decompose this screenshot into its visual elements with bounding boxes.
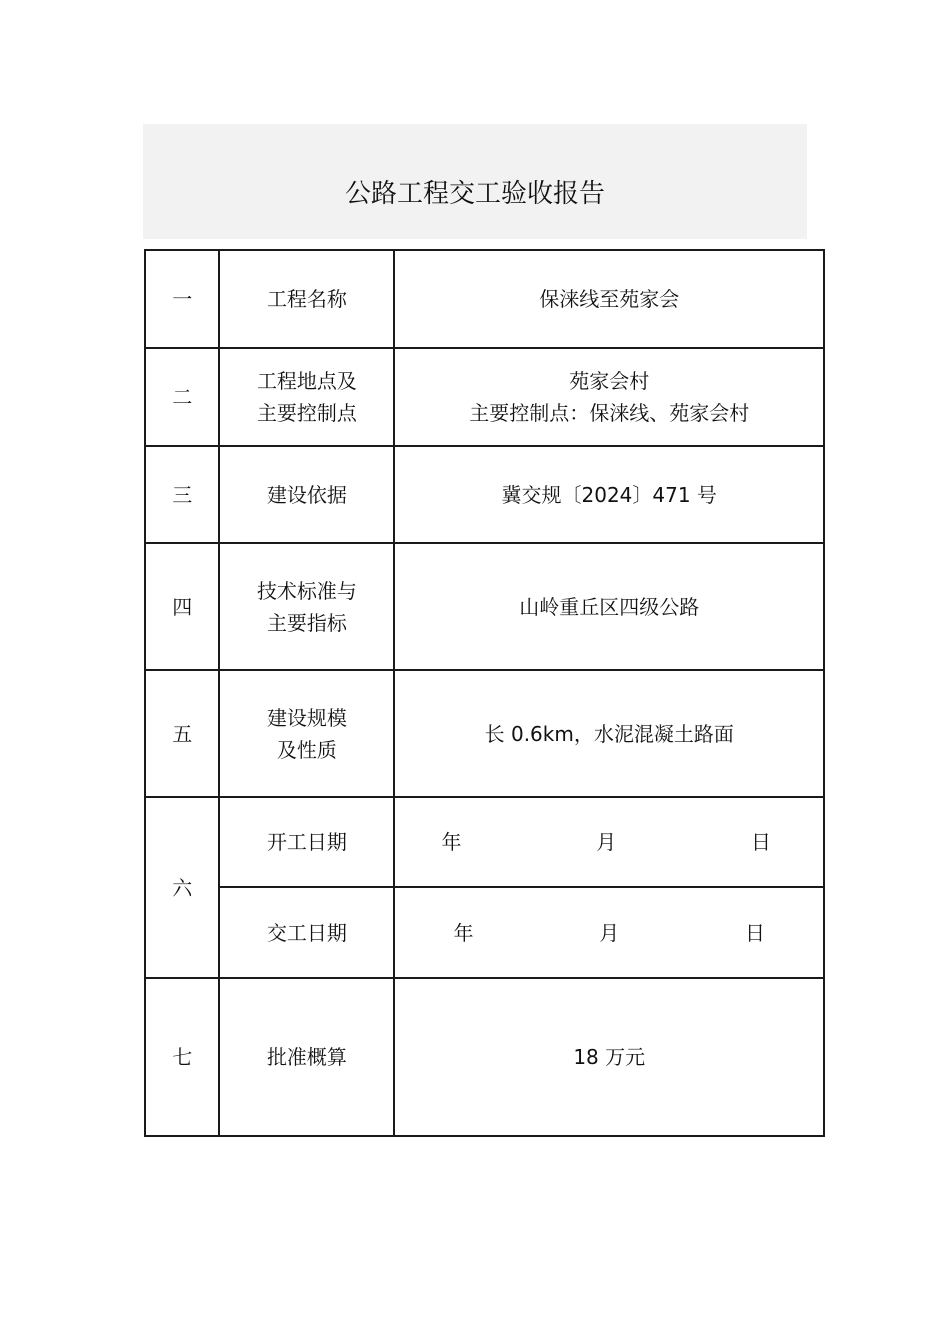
row-index: 三 <box>145 446 219 543</box>
row-index: 二 <box>145 348 219 446</box>
report-table <box>144 249 825 1137</box>
row-label: 批准概算 <box>219 978 394 1136</box>
budget-value: 18 万元 <box>394 978 824 1136</box>
value-line: 主要控制点：保涞线、苑家会村 <box>469 401 750 425</box>
label-line: 工程地点及 <box>256 369 357 393</box>
table-row <box>145 670 824 797</box>
row-index: 一 <box>145 250 219 348</box>
label-line: 主要控制点 <box>256 401 357 425</box>
basis-value: 冀交规〔2024〕471 号 <box>394 446 824 543</box>
row-label: 开工日期 <box>219 797 394 887</box>
row-index: 四 <box>145 543 219 670</box>
value-line: 苑家会村 <box>569 369 650 393</box>
day-label: 日 <box>750 830 771 854</box>
row-label: 工程名称 <box>219 250 394 348</box>
row-label <box>219 348 394 446</box>
row-label <box>219 543 394 670</box>
table-row <box>145 446 824 543</box>
row-label: 建设依据 <box>219 446 394 543</box>
label-line: 技术标准与 <box>256 578 357 603</box>
location-value <box>394 348 824 446</box>
start-date-value <box>394 797 824 887</box>
year-label: 年 <box>453 920 474 945</box>
standard-value: 山岭重丘区四级公路 <box>394 543 824 670</box>
year-label: 年 <box>441 830 462 854</box>
label-line: 主要指标 <box>266 610 347 635</box>
day-label: 日 <box>744 920 765 945</box>
row-label: 交工日期 <box>219 887 394 978</box>
table-row <box>145 348 824 446</box>
table-row <box>145 250 824 348</box>
project-name-value: 保涞线至苑家会 <box>394 250 824 348</box>
report-title: 公路工程交工验收报告 <box>344 179 605 209</box>
row-index: 五 <box>145 670 219 797</box>
row-index: 六 <box>145 797 219 978</box>
scale-value: 长 0.6km，水泥混凝土路面 <box>394 670 824 797</box>
label-line: 及性质 <box>276 737 337 762</box>
label-line: 建设规模 <box>266 705 347 730</box>
row-label <box>219 670 394 797</box>
title-banner <box>143 124 807 239</box>
table-row <box>145 543 824 670</box>
table-row <box>145 797 824 887</box>
table-row <box>145 978 824 1136</box>
month-label: 月 <box>596 830 617 854</box>
table-row <box>145 887 824 978</box>
month-label: 月 <box>599 920 620 945</box>
end-date-value <box>394 887 824 978</box>
row-index: 七 <box>145 978 219 1136</box>
